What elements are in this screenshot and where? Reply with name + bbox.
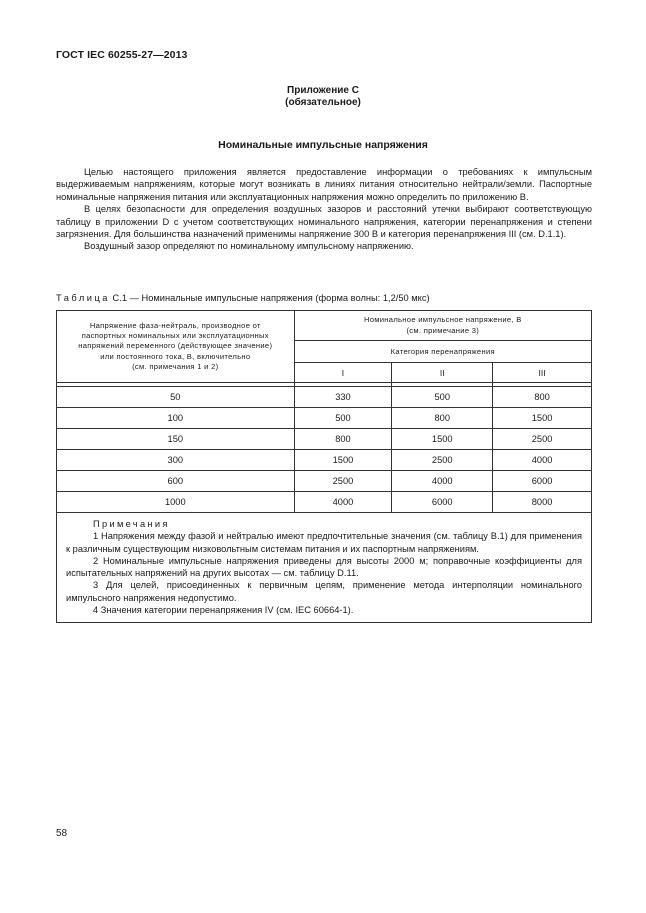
table-cell: 500 (294, 408, 392, 429)
body-text (56, 166, 592, 253)
table-cell: 50 (57, 387, 295, 408)
table-cell: 300 (57, 450, 295, 471)
page-number: 58 (56, 828, 68, 839)
table-cell: 800 (392, 408, 493, 429)
table-cell: 2500 (294, 471, 392, 492)
header-category-iii: III (493, 363, 592, 383)
table-cell: 1500 (294, 450, 392, 471)
table-cell: 500 (392, 387, 493, 408)
table-row (57, 492, 592, 513)
notes-title: Примечания (93, 519, 170, 529)
table-cell: 2500 (392, 450, 493, 471)
section-title: Номинальные импульсные напряжения (218, 139, 428, 151)
table-caption (56, 293, 430, 303)
table-row (57, 450, 592, 471)
table-row (57, 429, 592, 450)
table-cell: 4000 (493, 450, 592, 471)
paragraph: В целях безопасности для определения воздушных зазоров и расстояний утечки выбирают соответствующую таблицу в приложении D с учетом соответствующих номинального напряжения, категории перенапряжения и степени загрязнения. Для большинства назначений применимы напряжение 300 В и категория перенапряжения III (см. D.1.1). (56, 204, 592, 240)
table-notes (57, 513, 592, 623)
header-overvoltage-category: Категория перенапряжения (294, 341, 591, 363)
note: 3 Для целей, присоединенных к первичным цепям, применение метода интерполяции номинального импульсного напряжения недопустимо. (66, 580, 582, 603)
table-row (57, 471, 592, 492)
table-cell: 6000 (392, 492, 493, 513)
table-caption-text: C.1 — Номинальные импульсные напряжения (форма волны: 1,2/50 мкс) (112, 293, 430, 303)
table-cell: 150 (57, 429, 295, 450)
table-cell: 100 (57, 408, 295, 429)
table-cell: 1500 (493, 408, 592, 429)
header-rated-impulse-voltage: Номинальное импульсное напряжение, В (см. примечание 3) (294, 311, 591, 341)
table-cell: 800 (294, 429, 392, 450)
appendix-title: Приложение C (287, 85, 359, 96)
table-cell: 330 (294, 387, 392, 408)
table-cell: 4000 (392, 471, 493, 492)
header-category-i: I (294, 363, 392, 383)
header-phase-neutral-voltage: Напряжение фаза-нейтраль, производное от паспортных номинальных или эксплуатационных напряжений переменного (действующее значение) или постоянного тока, В, включительно (см. примечания 1 и 2) (57, 311, 295, 383)
table-caption-word: Таблица (56, 293, 110, 303)
table-row (57, 408, 592, 429)
table-cell: 800 (493, 387, 592, 408)
note: 2 Номинальные импульсные напряжения приведены для высоты 2000 м; поправочные коэффициенты для испытательных напряжений на других высотах — см. таблицу D.11. (66, 555, 582, 579)
appendix-status: (обязательное) (285, 97, 361, 108)
table-cell: 1000 (57, 492, 295, 513)
table-cell: 6000 (493, 471, 592, 492)
paragraph: Воздушный зазор определяют по номинальному импульсному напряжению. (84, 241, 414, 252)
note: 4 Значения категории перенапряжения IV (см. IEC 60664-1). (93, 605, 354, 616)
table-cell: 600 (57, 471, 295, 492)
header-category-ii: II (392, 363, 493, 383)
table-cell: 8000 (493, 492, 592, 513)
note: 1 Напряжения между фазой и нейтралью имеют предпочтительные значения (см. таблицу B.1) для применения к различным существующим низковольтным системам питания и их паспортным напряжениям. (66, 531, 582, 554)
table-cell: 4000 (294, 492, 392, 513)
standard-designation: ГОСТ IEC 60255-27—2013 (56, 49, 188, 61)
paragraph: Целью настоящего приложения является предоставление информации о требованиях к импульсным выдерживаемым напряжениям, которые могут возникать в линиях питания относительно нейтрали/земли. Паспортные номинальные напряжения питания или эксплуатационных напряжения можно определить по приложению B. (56, 167, 592, 202)
table-row (57, 387, 592, 408)
impulse-voltage-table (56, 310, 592, 623)
table-cell: 2500 (493, 429, 592, 450)
table-cell: 1500 (392, 429, 493, 450)
